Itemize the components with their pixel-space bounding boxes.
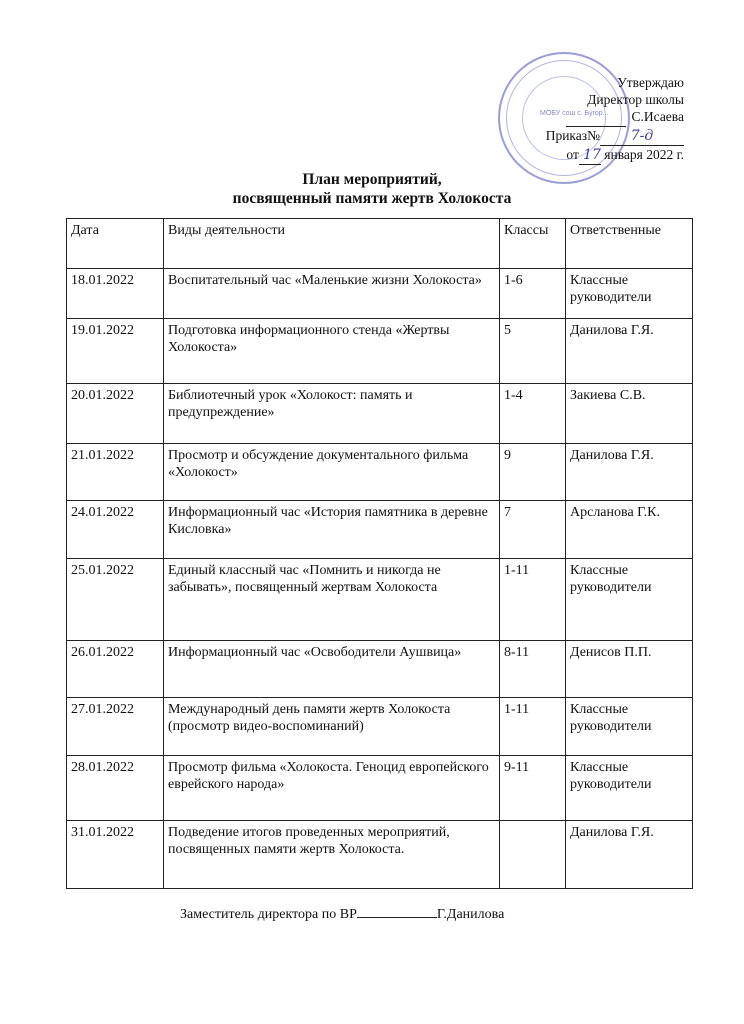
- header-date: Дата: [67, 219, 164, 269]
- row-activity: Информационный час «История памятника в деревне Кисловка»: [164, 501, 500, 559]
- table-row: [67, 319, 693, 384]
- director-signature: [566, 109, 626, 127]
- row-activity: Международный день памяти жертв Холокоста (просмотр видео-воспоминаний): [164, 698, 500, 756]
- events-table: [66, 218, 693, 889]
- table-row: [67, 821, 693, 889]
- stamp-text: МОБУ сош с. Бугор...: [540, 110, 609, 117]
- row-classes: 1-6: [500, 269, 566, 319]
- row-responsible: Арсланова Г.К.: [566, 501, 693, 559]
- date-day: 17: [579, 147, 601, 165]
- deputy-signature: [357, 905, 437, 918]
- row-classes: 8-11: [500, 641, 566, 698]
- row-date: 26.01.2022: [67, 641, 164, 698]
- row-activity: Единый классный час «Помнить и никогда не забывать», посвященный жертвам Холокоста: [164, 559, 500, 641]
- row-activity: Библиотечный урок «Холокост: память и предупреждение»: [164, 384, 500, 444]
- row-classes: [500, 821, 566, 889]
- row-responsible: Классные руководители: [566, 269, 693, 319]
- table-row: [67, 501, 693, 559]
- row-responsible: Классные руководители: [566, 756, 693, 821]
- row-classes: 9: [500, 444, 566, 501]
- row-activity: Воспитательный час «Маленькие жизни Холокоста»: [164, 269, 500, 319]
- table-row: [67, 641, 693, 698]
- table-row: [67, 698, 693, 756]
- row-responsible: Классные руководители: [566, 559, 693, 641]
- row-activity: Подведение итогов проведенных мероприятий, посвященных памяти жертв Холокоста.: [164, 821, 500, 889]
- footer-name: Г.Данилова: [436, 907, 505, 922]
- header-responsible: Ответственные: [566, 219, 693, 269]
- table-row: [67, 559, 693, 641]
- page-title: План мероприятий, посвященный памяти жертв Холокоста: [232, 171, 512, 207]
- row-classes: 1-11: [500, 559, 566, 641]
- footer-label: Заместитель директора по ВР: [180, 907, 357, 922]
- approval-heading: Утверждаю: [617, 75, 684, 90]
- row-classes: 5: [500, 319, 566, 384]
- row-activity: Подготовка информационного стенда «Жертвы Холокоста»: [164, 319, 500, 384]
- table-row: [67, 444, 693, 501]
- row-activity: Просмотр фильма «Холокоста. Геноцид европейского еврейского народа»: [164, 756, 500, 821]
- row-classes: 1-4: [500, 384, 566, 444]
- row-classes: 1-11: [500, 698, 566, 756]
- row-date: 19.01.2022: [67, 319, 164, 384]
- header-activity: Виды деятельности: [164, 219, 500, 269]
- row-classes: 7: [500, 501, 566, 559]
- footer-signature: [180, 905, 504, 923]
- table-row: [67, 756, 693, 821]
- row-activity: Информационный час «Освободители Аушвица»: [164, 641, 500, 698]
- header-classes: Классы: [500, 219, 566, 269]
- approval-block: [546, 74, 684, 165]
- approval-director: С.Исаева: [546, 108, 684, 127]
- table-row: [67, 269, 693, 319]
- row-responsible: Данилова Г.Я.: [566, 319, 693, 384]
- table-header: [67, 219, 693, 269]
- row-activity: Просмотр и обсуждение документального фильма «Холокост»: [164, 444, 500, 501]
- order-number: 7-д: [600, 128, 684, 146]
- row-responsible: Данилова Г.Я.: [566, 821, 693, 889]
- row-responsible: Данилова Г.Я.: [566, 444, 693, 501]
- approval-position: Директор школы: [587, 92, 684, 107]
- table-row: [67, 384, 693, 444]
- row-responsible: Денисов П.П.: [566, 641, 693, 698]
- row-date: 24.01.2022: [67, 501, 164, 559]
- approval-date: от 17 января 2022 г.: [566, 147, 684, 163]
- row-classes: 9-11: [500, 756, 566, 821]
- row-date: 21.01.2022: [67, 444, 164, 501]
- row-date: 25.01.2022: [67, 559, 164, 641]
- row-responsible: Закиева С.В.: [566, 384, 693, 444]
- approval-order: Приказ№ 7-д: [546, 127, 684, 146]
- row-date: 18.01.2022: [67, 269, 164, 319]
- row-date: 31.01.2022: [67, 821, 164, 889]
- row-responsible: Классные руководители: [566, 698, 693, 756]
- row-date: 27.01.2022: [67, 698, 164, 756]
- row-date: 20.01.2022: [67, 384, 164, 444]
- row-date: 28.01.2022: [67, 756, 164, 821]
